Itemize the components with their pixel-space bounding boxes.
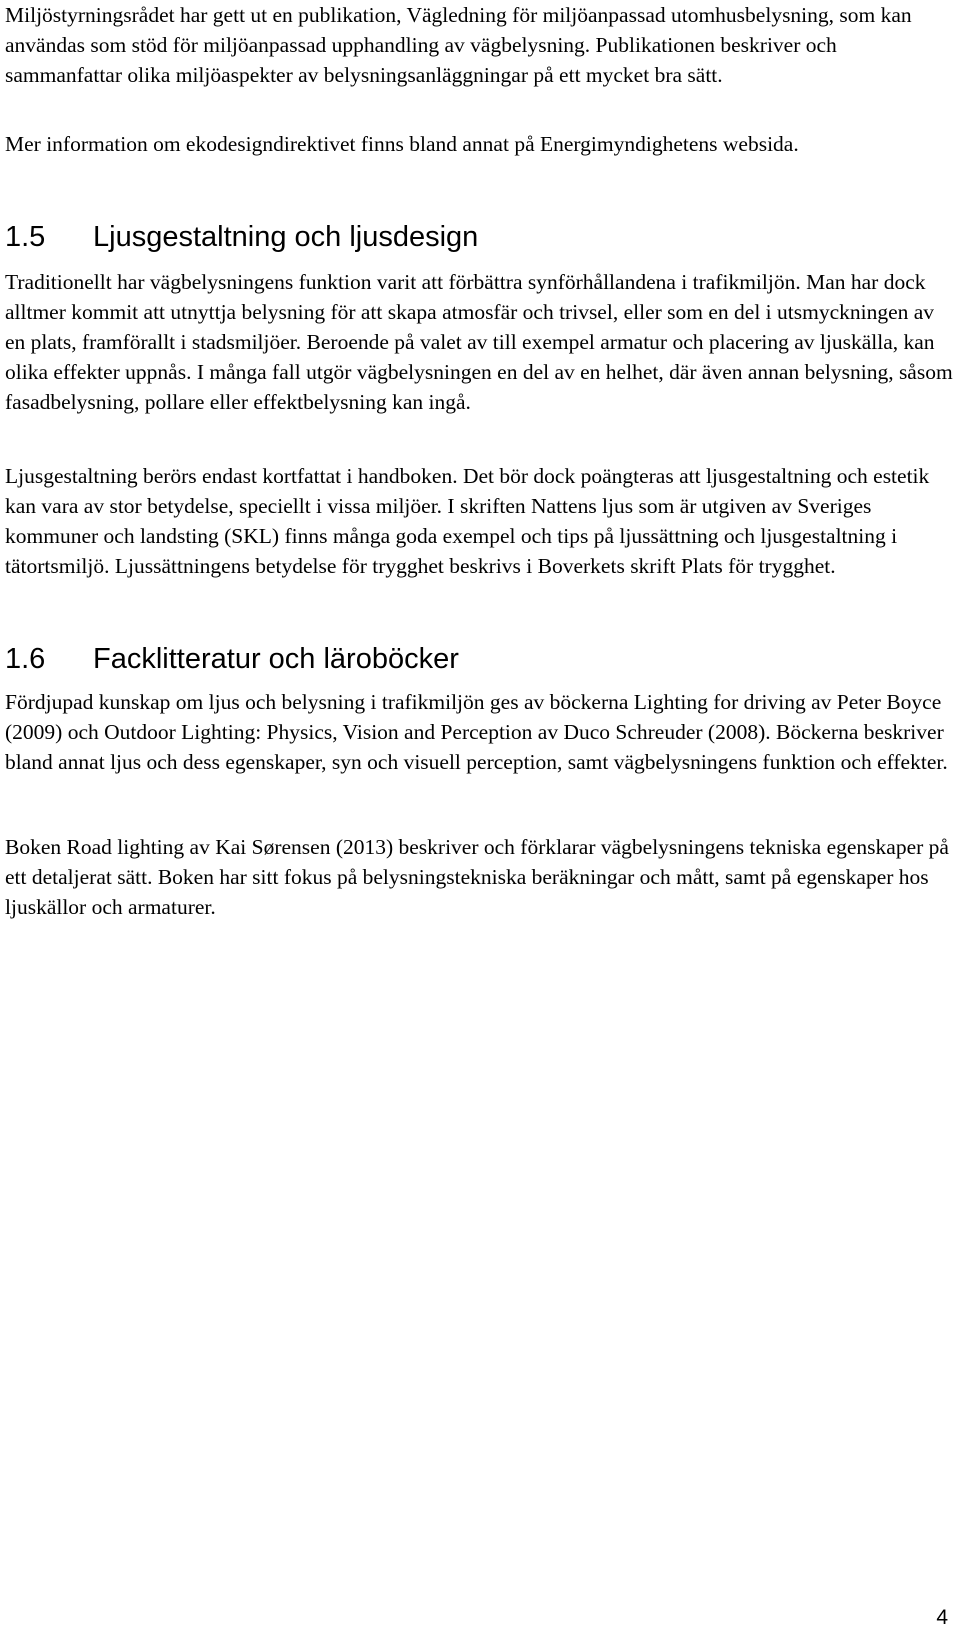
paragraph-traditionellt: Traditionellt har vägbelysningens funktion varit att förbättra synförhållandena i trafikmiljön. Man har dock alltmer kommit att utnyttja belysning för att skapa atmosfär och trivsel, eller som en del i utsmyckningen av en plats, framförallt i stadsmiljöer. Beroende på valet av till exempel armatur och placering av ljuskälla, kan olika effekter uppnås. I många fall utgör vägbelysningen en del av en helhet, där även annan belysning, såsom fasadbelysning, pollare eller effektbelysning kan ingå.	[5, 270, 953, 414]
section-heading-1-5	[5, 219, 478, 255]
paragraph-ekodesign: Mer information om ekodesigndirektivet finns bland annat på Energimyndighetens websida.	[5, 132, 799, 156]
paragraph-fordjupad-kunskap: Fördjupad kunskap om ljus och belysning i trafikmiljön ges av böckerna Lighting for driving av Peter Boyce (2009) och Outdoor Lighting: Physics, Vision and Perception av Duco Schreuder (2008). Böckerna beskriver bland annat ljus och dess egenskaper, syn och visuell perception, samt vägbelysningens funktion och effekter.	[5, 690, 948, 774]
page-number: 4	[936, 1606, 948, 1629]
paragraph-road-lighting: Boken Road lighting av Kai Sørensen (2013) beskriver och förklarar vägbelysningens tekniska egenskaper på ett detaljerat sätt. Boken har sitt fokus på belysningstekniska beräkningar och mått, samt på egenskaper hos ljuskällor och armaturer.	[5, 835, 949, 919]
section-title: Ljusgestaltning och ljusdesign	[93, 221, 479, 253]
section-number: 1.5	[5, 221, 46, 253]
section-heading-1-6	[5, 641, 459, 677]
paragraph-miljostyrningsradet: Miljöstyrningsrådet har gett ut en publikation, Vägledning för miljöanpassad utomhusbelysning, som kan användas som stöd för miljöanpassad upphandling av vägbelysning. Publikationen beskriver och sammanfattar olika miljöaspekter av belysningsanläggningar på ett mycket bra sätt.	[5, 3, 912, 87]
section-number: 1.6	[5, 643, 46, 675]
paragraph-ljusgestaltning: Ljusgestaltning berörs endast kortfattat i handboken. Det bör dock poängteras att ljusgestaltning och estetik kan vara av stor betydelse, speciellt i vissa miljöer. I skriften Nattens ljus som är utgiven av Sveriges kommuner och landsting (SKL) finns många goda exempel och tips på ljussättning och ljusgestaltning i tätortsmiljö. Ljussättningens betydelse för trygghet beskrivs i Boverkets skrift Plats för trygghet.	[5, 464, 930, 578]
section-title: Facklitteratur och läroböcker	[93, 643, 459, 675]
